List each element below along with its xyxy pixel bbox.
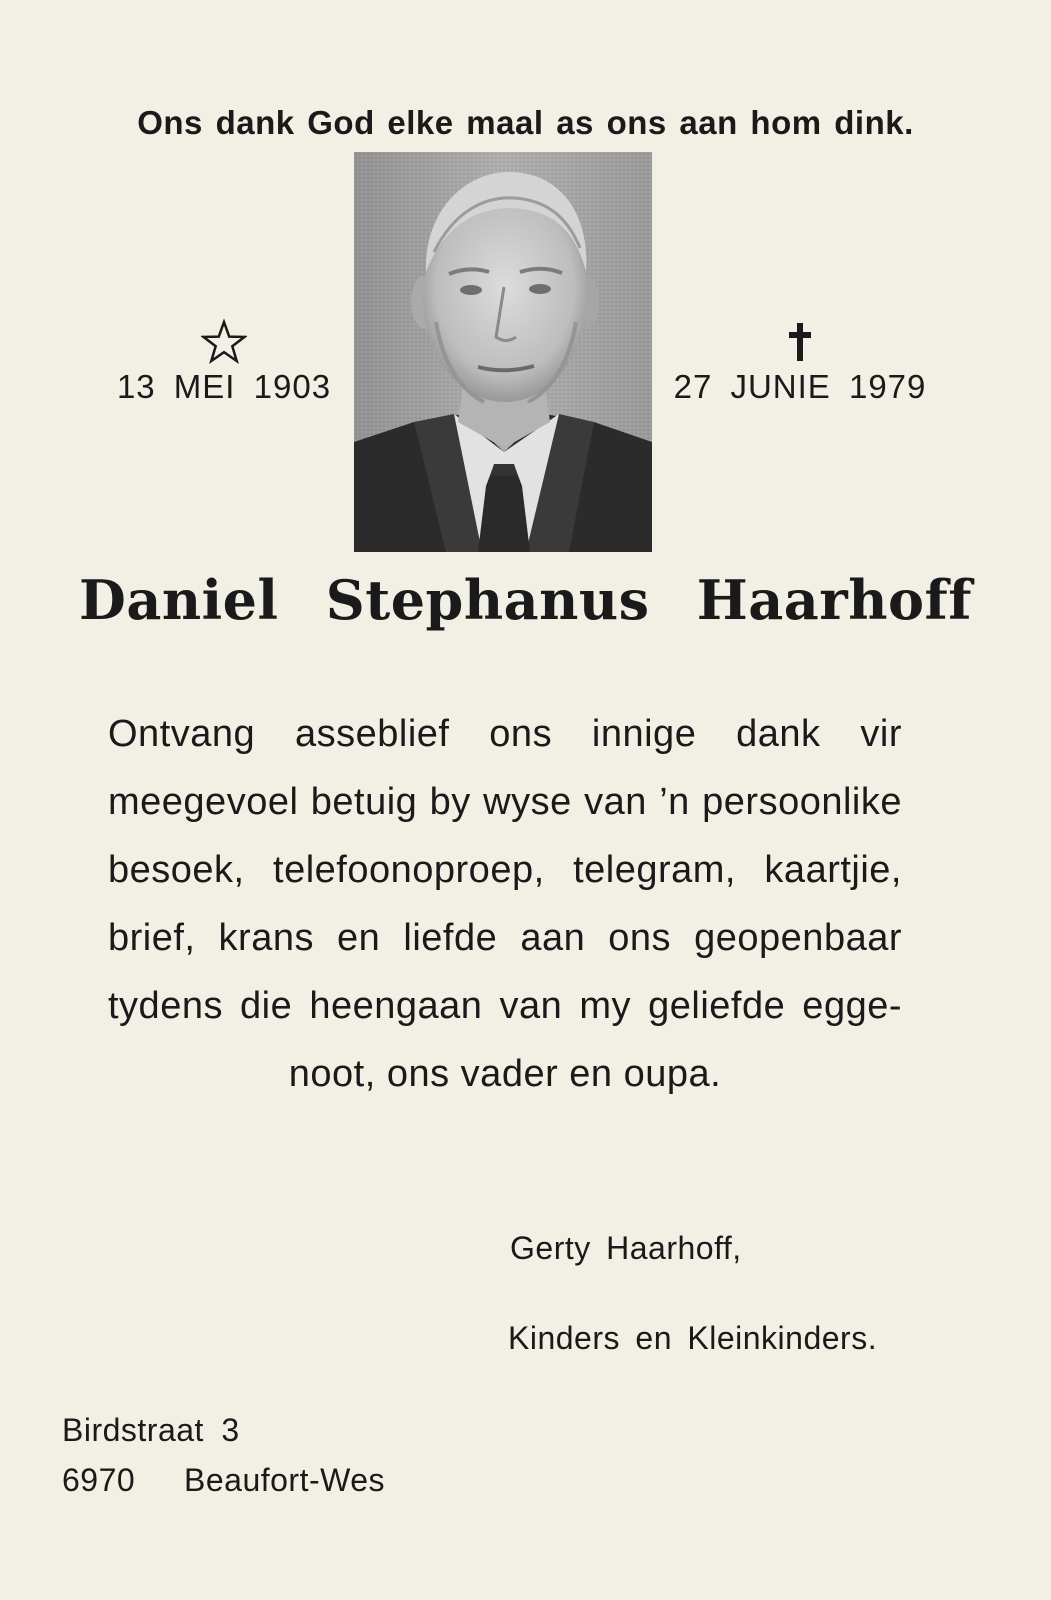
star-icon bbox=[100, 318, 348, 366]
deceased-name: Daniel Stephanus Haarhoff bbox=[79, 568, 972, 632]
thank-you-message: Ontvang asseblief ons innige dank vir meegevoel betuig by wyse van ’n persoonlike besoek, telefoonoproep, telegram, kaartjie, brief, krans en liefde aan ons geopenbaar tydens die heengaan van my geliefde egge- noot, ons vader en oupa. bbox=[108, 713, 902, 1095]
address-town: Beaufort-Wes bbox=[184, 1462, 386, 1498]
signature-name: Gerty Haarhoff, bbox=[510, 1230, 742, 1266]
address-postal-code: 6970 bbox=[62, 1462, 136, 1498]
signature-family: Kinders en Kleinkinders. bbox=[508, 1320, 878, 1356]
birth-date: 13 MEI 1903 bbox=[116, 368, 332, 405]
cross-icon bbox=[660, 318, 940, 366]
death-date: 27 JUNIE 1979 bbox=[673, 368, 927, 405]
death-block bbox=[660, 318, 940, 406]
address-street: Birdstraat 3 bbox=[62, 1412, 240, 1448]
portrait-photo bbox=[354, 152, 652, 552]
birth-block bbox=[100, 318, 348, 406]
motto-text: Ons dank God elke maal as ons aan hom dink. bbox=[137, 104, 914, 141]
address-town-line bbox=[62, 1462, 385, 1499]
